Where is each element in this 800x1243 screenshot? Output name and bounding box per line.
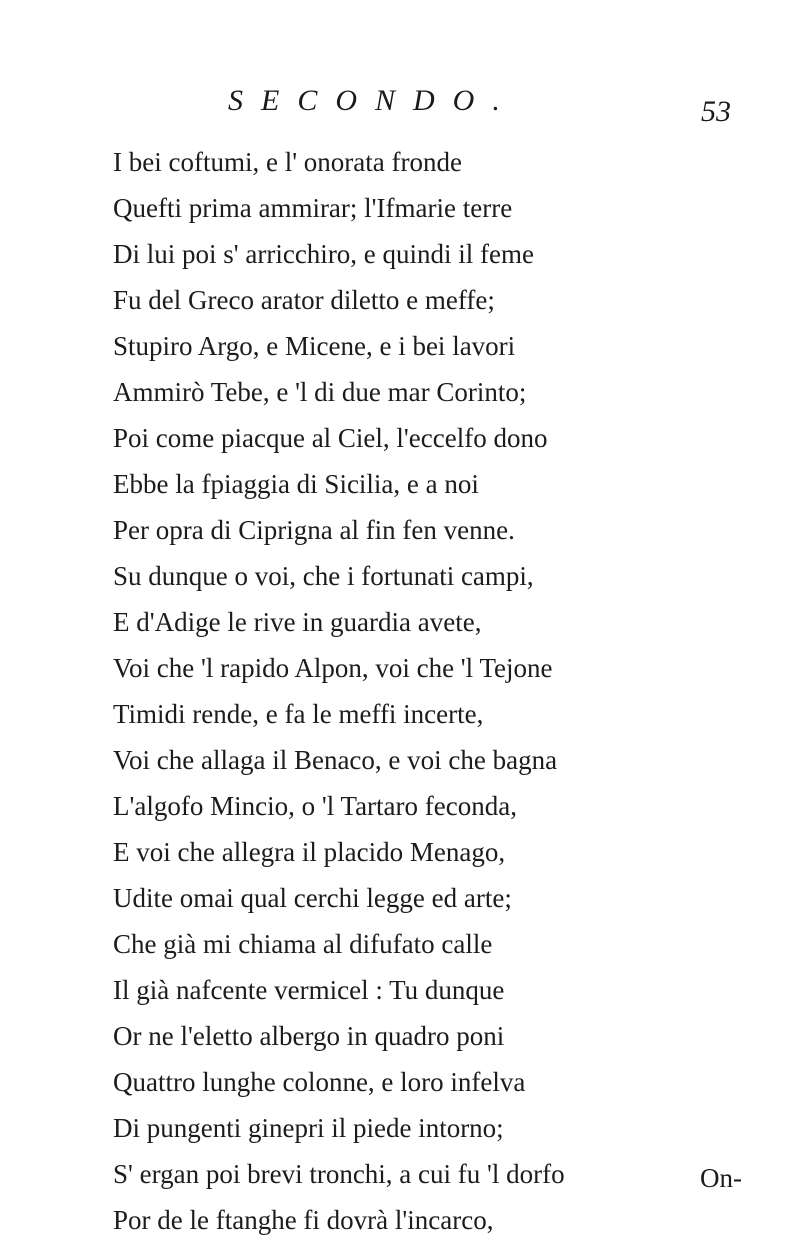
verse-line: Per opra di Ciprigna al fin fen venne. [113,515,515,545]
verse-line: Il già nafcente vermicel : Tu dunque [113,975,505,1005]
verse-line: S' ergan poi brevi tronchi, a cui fu 'l dorfo [113,1159,565,1189]
verse-line: Che già mi chiama al difufato calle [113,929,493,959]
verse-line: Ammirò Tebe, e 'l di due mar Corinto; [113,377,527,407]
verse-line: Por de le ftanghe fi dovrà l'incarco, [113,1205,494,1235]
verse-block [113,139,800,1243]
verse-line: I bei coftumi, e l' onorata fronde [113,147,462,177]
verse-line: E voi che allegra il placido Menago, [113,837,506,867]
verse-line: L'algofo Mincio, o 'l Tartaro feconda, [113,791,517,821]
verse-line: Di lui poi s' arricchiro, e quindi il feme [113,239,535,269]
verse-line: Di pungenti ginepri il piede intorno; [113,1113,504,1143]
running-head: SECONDO. [228,84,518,117]
verse-line: Voi che 'l rapido Alpon, voi che 'l Tejone [113,653,553,683]
verse-line: Voi che allaga il Benaco, e voi che bagna [113,745,558,775]
verse-line: Stupiro Argo, e Micene, e i bei lavori [113,331,516,361]
verse-line: Su dunque o voi, che i fortunati campi, [113,561,534,591]
page-number: 53 [701,95,731,128]
verse-line: Quattro lunghe colonne, e loro infelva [113,1067,526,1097]
catchword: On- [700,1163,742,1193]
verse-line: Ebbe la fpiaggia di Sicilia, e a noi [113,469,479,499]
verse-line: Timidi rende, e fa le meffi incerte, [113,699,484,729]
verse-line: Quefti prima ammirar; l'Ifmarie terre [113,193,513,223]
verse-line: Or ne l'eletto albergo in quadro poni [113,1021,505,1051]
verse-line: Poi come piacque al Ciel, l'eccelfo dono [113,423,548,453]
verse-line: Udite omai qual cerchi legge ed arte; [113,883,512,913]
verse-line: E d'Adige le rive in guardia avete, [113,607,482,637]
verse-line: Fu del Greco arator diletto e meffe; [113,285,495,315]
